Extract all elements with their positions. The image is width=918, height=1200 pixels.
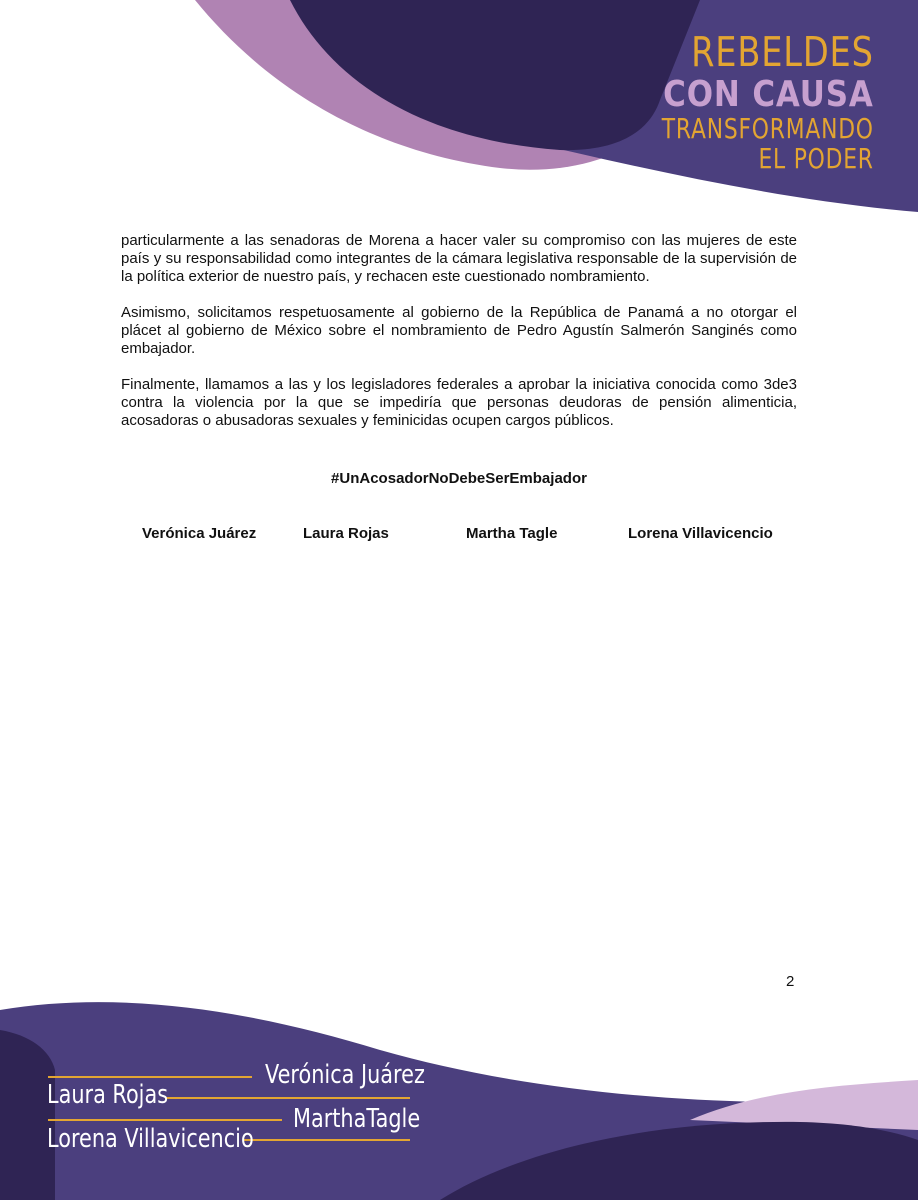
document-body xyxy=(121,232,797,448)
paragraph-2: Asimismo, solicitamos respetuosamente al gobierno de la República de Panamá a no otorgar el plácet al gobierno de México sobre el nombramiento de Pedro Agustín Salmerón Sanginés como embajador. xyxy=(121,304,797,357)
footer-name-lorena-villavicencio: Lorena Villavicencio xyxy=(47,1124,254,1154)
footer-gold-line-3 xyxy=(48,1119,282,1121)
footer-gold-line-1 xyxy=(48,1076,252,1078)
footer-name-laura-rojas: Laura Rojas xyxy=(47,1080,169,1110)
paragraph-1: particularmente a las senadoras de Morena a hacer valer su compromiso con las mujeres de este país y su responsabilidad como integrantes de la cámara legislativa responsable de la supervisión de la política exterior de nuestro país, y rechacen este cuestionado nombramiento. xyxy=(121,232,797,285)
footer-gold-line-2 xyxy=(166,1097,410,1099)
logo-line-transformando: TRANSFORMANDO xyxy=(662,112,874,145)
signatory-laura-rojas: Laura Rojas xyxy=(303,525,389,542)
page-number: 2 xyxy=(786,973,795,990)
signatory-veronica-juarez: Verónica Juárez xyxy=(142,525,257,542)
hashtag: #UnAcosadorNoDebeSerEmbajador xyxy=(331,470,587,487)
logo-line-con-causa: CON CAUSA xyxy=(663,74,874,115)
footer-name-veronica-juarez: Verónica Juárez xyxy=(265,1060,425,1090)
logo-line-rebeldes: REBELDES xyxy=(691,28,874,76)
logo xyxy=(602,28,874,175)
signatory-lorena-villavicencio: Lorena Villavicencio xyxy=(628,525,773,542)
footer-name-martha-tagle: MarthaTagle xyxy=(293,1104,421,1134)
signatory-martha-tagle: Martha Tagle xyxy=(466,525,558,542)
paragraph-3: Finalmente, llamamos a las y los legisladores federales a aprobar la iniciativa conocida como 3de3 contra la violencia por la que se impediría que personas deudoras de pensión alimenticia, acosadoras o abusadoras sexuales y feminicidas ocupen cargos públicos. xyxy=(121,376,797,429)
footer-dark-purple-left xyxy=(0,1030,55,1200)
footer-gold-line-4 xyxy=(243,1139,410,1141)
logo-line-el-poder: EL PODER xyxy=(758,142,874,175)
